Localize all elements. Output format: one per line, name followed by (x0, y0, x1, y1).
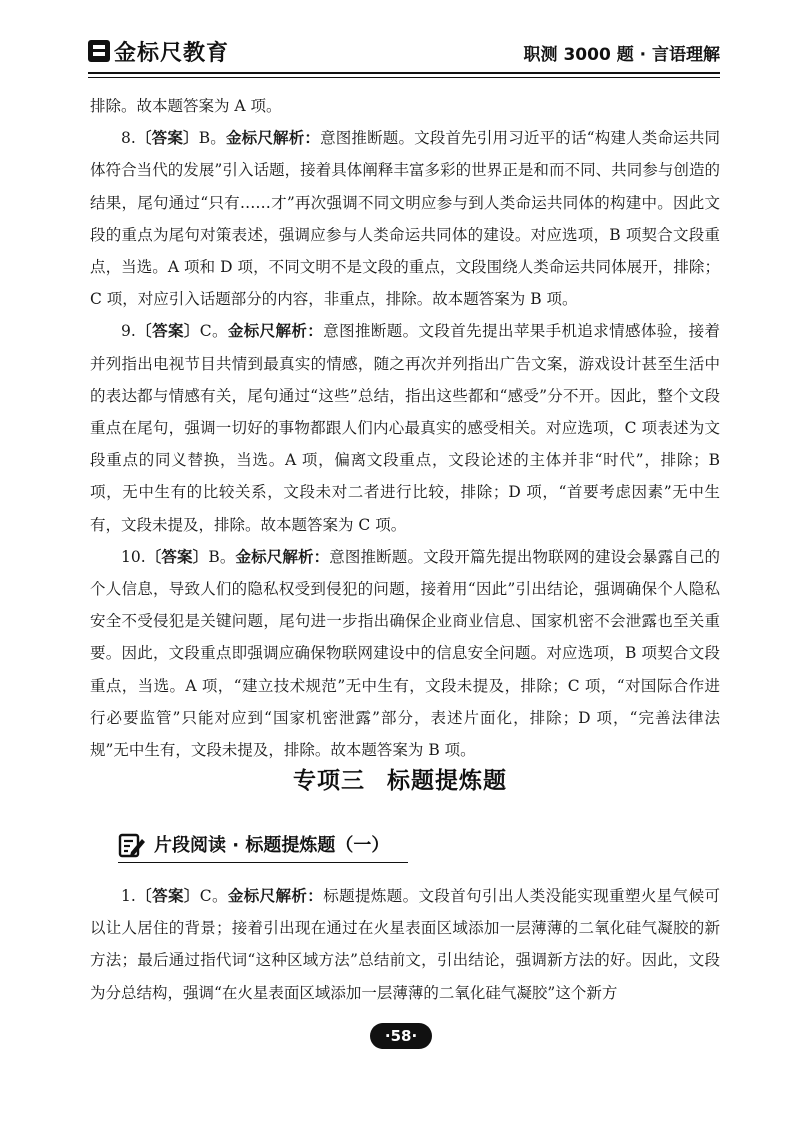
answer-tag: 〔答案〕 (135, 887, 200, 905)
answer-letter: B。 (198, 129, 226, 148)
answer-item-8 (90, 122, 720, 315)
analysis-body: 标题提炼题。文段首句引出人类没能实现重塑火星气候可以让人居住的背景；接着引出现在通过在火星表面区域添加一层薄薄的二氧化硅气凝胶的新方法；最后通过指代词“这种区域方法”总结前文，引出结论，强调新方法的好。因此，文段为分总结构，强调“在火星表面区域添加一层薄薄的二氧化硅气凝胶”这个新方 (90, 887, 720, 1002)
subheading (118, 828, 389, 862)
analysis-label: 金标尺解析： (235, 547, 330, 566)
subheading-underline (118, 862, 408, 863)
answer-item-1 (90, 880, 720, 1009)
item-number: 10. (121, 547, 146, 566)
logo-text: 金标尺教育 (114, 40, 230, 66)
item-number: 1. (121, 887, 136, 905)
answer-tag: 〔答案〕 (135, 322, 200, 341)
answer-tag: 〔答案〕 (135, 129, 199, 148)
section-title-number: 专项三 (293, 768, 365, 794)
book-title: 职测 3000 题 · 言语理解 (523, 45, 720, 65)
answer-item-9 (90, 315, 720, 540)
analysis-body: 意图推断题。文段首先引用习近平的话“构建人类命运共同体符合当代的发展”引入话题，接着具体阐释丰富多彩的世界正是和而不同、共同参与创造的结果，尾句通过“只有……才”再次强调不同文明应参与到人类命运共同体的构建中。因此文段的重点为尾句对策表述，强调应参与人类命运共同体的建设。对应选项，B 项契合文段重点，当选。A 项和 D 项，不同文明不是文段的重点，文段围绕人类命运共同体展开，排除；C 项，对应引入话题部分的内容，非重点，排除。故本题答案为 B 项。 (90, 129, 720, 309)
answer-letter: C。 (199, 322, 228, 341)
item-number: 8. (121, 129, 136, 148)
answer-letter: C。 (199, 887, 228, 905)
answer-explanations-section3 (90, 880, 720, 1009)
analysis-label: 金标尺解析： (225, 129, 321, 148)
item-number: 9. (121, 322, 136, 341)
edit-note-icon (118, 831, 146, 859)
analysis-label: 金标尺解析： (227, 322, 324, 341)
header-divider (88, 72, 720, 74)
brand-logo (88, 36, 229, 66)
answer-explanations (90, 90, 720, 766)
answer-item-10 (90, 541, 720, 766)
header-divider-thin (88, 77, 720, 78)
page-number: · 58 · (370, 1023, 432, 1049)
section-title-text: 标题提炼题 (387, 768, 507, 794)
subheading-text: 片段阅读 · 标题提炼题（一） (154, 834, 390, 856)
answer-tag: 〔答案〕 (145, 547, 209, 566)
section-title (0, 762, 800, 795)
answer-letter: B。 (208, 547, 236, 566)
logo-icon (88, 40, 110, 62)
analysis-label: 金标尺解析： (227, 887, 324, 905)
page-header (88, 30, 720, 74)
analysis-body: 意图推断题。文段开篇先提出物联网的建设会暴露自己的个人信息，导致人们的隐私权受到侵犯的问题，接着用“因此”引出结论，强调确保个人隐私安全不受侵犯是关键问题，尾句进一步指出确保企业商业信息、国家机密不会泄露也至关重要。因此，文段重点即强调应确保物联网建设中的信息安全问题。对应选项，B 项契合文段重点，当选。A 项，“建立技术规范”无中生有，文段未提及，排除；C 项，“对国际合作进行必要监管”只能对应到“国家机密泄露”部分，表述片面化，排除；D 项，“完善法律法规”无中生有，文段未提及，排除。故本题答案为 B 项。 (90, 547, 720, 760)
paragraph-continuation: 排除。故本题答案为 A 项。 (90, 97, 282, 115)
analysis-body: 意图推断题。文段首先提出苹果手机追求情感体验，接着并列指出电视节目共情到最真实的情感，随之再次并列指出广告文案，游戏设计甚至生活中的表达都与情感有关，尾句通过“这些”总结，指出这些都和“感受”分不开。因此，整个文段重点在尾句，强调一切好的事物都跟人们内心最真实的感受相关。对应选项，C 项表述为文段重点的同义替换，当选。A 项，偏离文段重点，文段论述的主体并非“时代”，排除；B 项，无中生有的比较关系，文段未对二者进行比较，排除；D 项，“首要考虑因素”无中生有，文段未提及，排除。故本题答案为 C 项。 (90, 322, 720, 534)
page-number-value: 58 (390, 1027, 412, 1045)
